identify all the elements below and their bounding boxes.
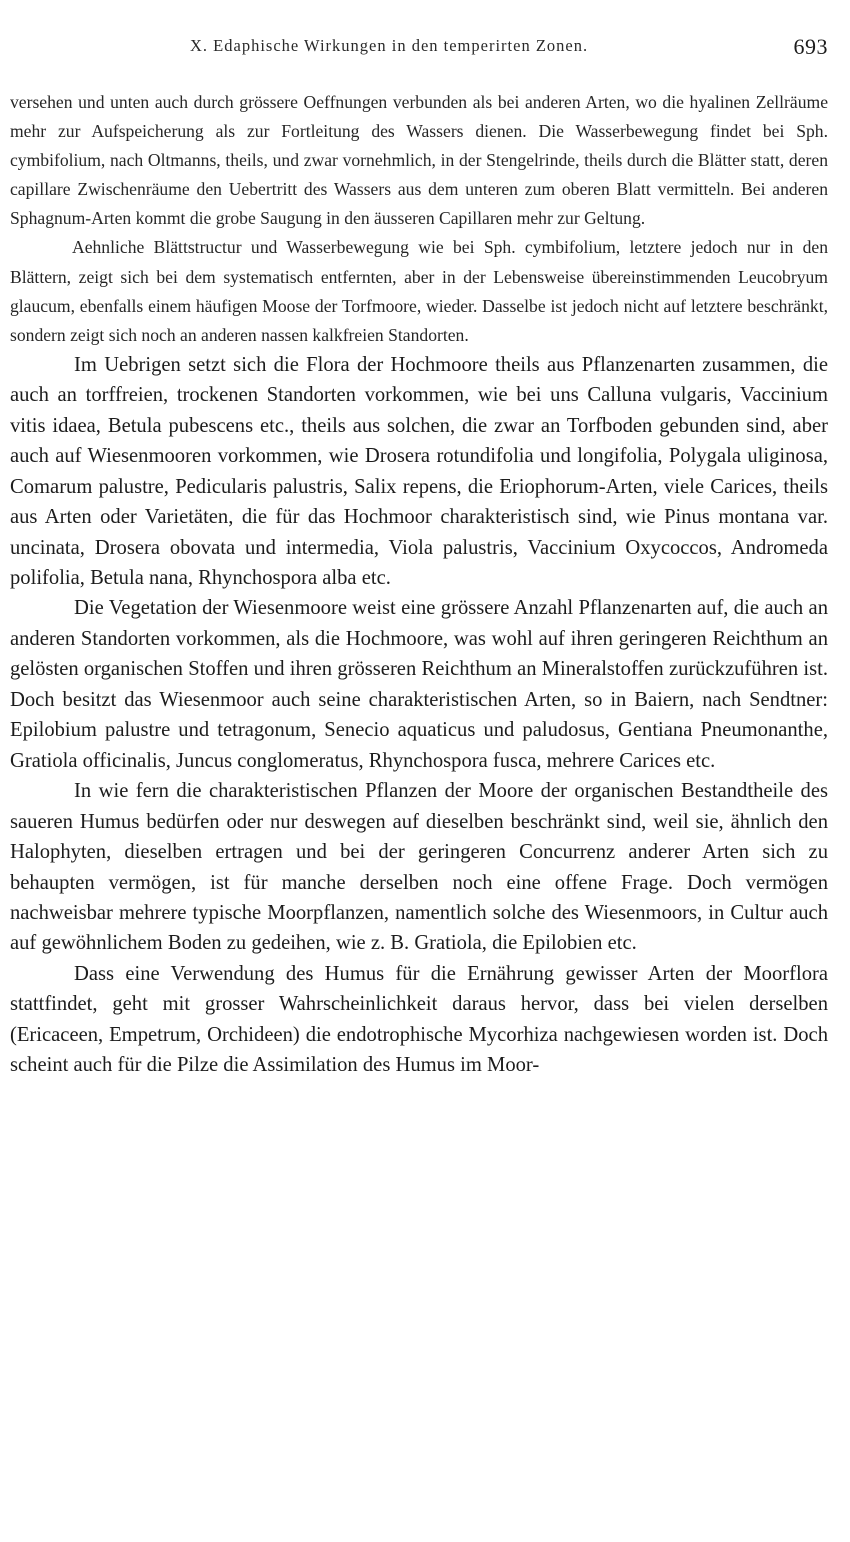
paragraph-sphagnum-structure: versehen und unten auch durch grössere Oeffnungen verbunden als bei anderen Arten, wo die hyalinen Zellräume mehr zur Aufspeicherung als zur Fortleitung des Wassers dienen. Die Wasserbewegung findet bei Sph. cymbifolium, nach Oltmanns, theils, und zwar vornehmlich, in der Stengelrinde, theils durch die Blätter statt, deren capillare Zwischenräume den Uebertritt des Wassers aus dem unteren zum oberen Blatt vermitteln. Bei anderen Sphagnum-Arten kommt die grobe Saugung in den äusseren Capillaren mehr zur Geltung. bbox=[10, 92, 828, 229]
page-number: 693 bbox=[793, 34, 828, 59]
paragraph-wiesenmoor-vegetation: Die Vegetation der Wiesenmoore weist eine grössere Anzahl Pflanzenarten auf, die auch an anderen Standorten vorkommen, als die Hochmoore, was wohl auf ihren geringeren Reichthum an gelösten organischen Stoffen und ihren grösseren Reichthum an Mineralstoffen zurückzuführen ist. Doch besitzt das Wiesenmoor auch seine charakteristischen Arten, so in Baiern, nach Sendtner: Epilobium palustre und tetragonum, Senecio aquaticus und paludosus, Gentiana Pneumonanthe, Gratiola officinalis, Juncus conglomeratus, Rhynchospora fusca, mehrere Carices etc. bbox=[10, 597, 828, 772]
page-header bbox=[0, 30, 850, 70]
paragraph-mycorhiza: Dass eine Verwendung des Humus für die Ernährung gewisser Arten der Moorflora stattfindet, geht mit grosser Wahrscheinlichkeit daraus hervor, dass bei vielen derselben (Ericaceen, Empetrum, Orchideen) die endotrophische Mycorhiza nachgewiesen worden ist. Doch scheint auch für die Pilze die Assimilation des Humus im Moor- bbox=[10, 962, 828, 1077]
paragraph-humus-question: In wie fern die charakteristischen Pflanzen der Moore der organischen Bestandtheile des saueren Humus bedürfen oder nur deswegen auf dieselben beschränkt sind, weil sie, ähnlich den Halophyten, dieselben ertragen und bei der geringeren Concurrenz anderer Arten sich zu behaupten vermögen, ist für manche derselben noch eine offene Frage. Doch vermögen nachweisbar mehrere typische Moorpflanzen, namentlich solche des Wiesenmoors, in Cultur auch auf gewöhnlichem Boden zu gedeihen, wie z. B. Gratiola, die Epilobien etc. bbox=[10, 780, 828, 955]
paragraph-hochmoor-flora: Im Uebrigen setzt sich die Flora der Hochmoore theils aus Pflanzenarten zusammen, die auch an torffreien, trockenen Standorten vorkommen, wie bei uns Calluna vulgaris, Vaccinium vitis idaea, Betula pubescens etc., theils aus solchen, die zwar an Torfboden gebunden sind, aber auch auf Wiesenmooren vorkommen, wie Drosera rotundifolia und longifolia, Polygala uliginosa, Comarum palustre, Pedicularis palustris, Salix repens, die Eriophorum-Arten, viele Carices, theils aus Arten oder Varietäten, die für das Hochmoor charakteristisch sind, wie Pinus montana var. uncinata, Drosera obovata und intermedia, Viola palustris, Vaccinium Oxycoccos, Andromeda polifolia, Betula nana, Rhynchospora alba etc. bbox=[10, 353, 828, 590]
page-body bbox=[10, 88, 828, 1081]
running-title: X. Edaphische Wirkungen in den temperirten Zonen. bbox=[190, 36, 589, 55]
paragraph-leucobryum: Aehnliche Blättstructur und Wasserbewegung wie bei Sph. cymbifolium, letztere jedoch nur in den Blättern, zeigt sich bei dem systematisch entfernten, aber in der Lebensweise übereinstimmenden Leucobryum glaucum, ebenfalls einem häufigen Moose der Torfmoore, wieder. Dasselbe ist jedoch nicht auf letztere beschränkt, sondern zeigt sich noch an anderen nassen kalkfreien Standorten. bbox=[10, 237, 828, 345]
